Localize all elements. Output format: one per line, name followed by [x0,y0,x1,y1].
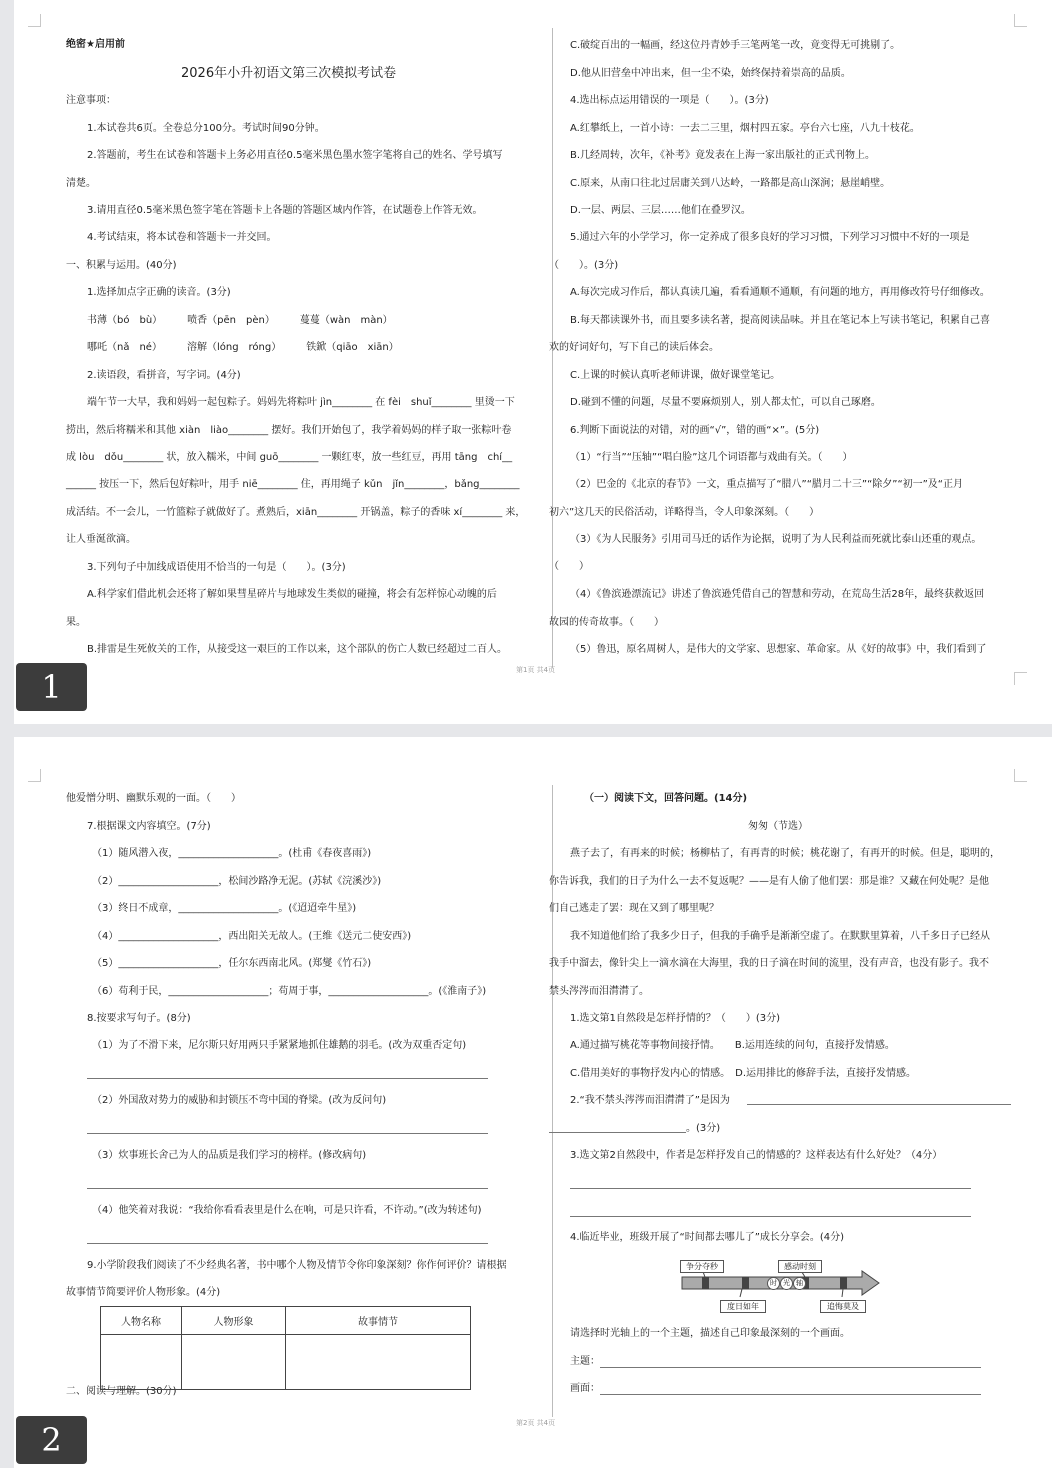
page-number: 第1页 共4页 [516,666,556,674]
text-line: 3.请用直径0.5毫米黑色签字笔在答题卡上各题的答题区域内作答，在试题卷上作答无效。 [87,205,483,216]
text-line: 2026年小升初语文第三次模拟考试卷 [181,66,397,81]
text-line: 2.读语段，看拼音，写字词。(4分) [87,370,241,381]
text-line: （4）他笑着对我说：“我给你看看表里是什么在响，可是只许看，不许动。”(改为转述句) [92,1205,482,1216]
page-badge-1: 1 [16,663,87,711]
text-line: C.原来，从南口往北过居庸关到八达岭，一路都是高山深涧；悬崖峭壁。 [570,178,891,189]
page-badge-2: 2 [16,1416,87,1464]
character-evaluation-table [100,1306,471,1390]
text-line: 2.“我不禁头涔涔而泪潸潸了”是因为 [570,1095,730,1106]
text-line: 1.选择加点字正确的读音。(3分) [87,287,231,298]
answer-line[interactable] [570,1216,971,1217]
text-line: 故园的传奇故事。（ ） [549,617,664,628]
timeline-label: 追悔莫及 [820,1300,866,1313]
text-line: D.一层、两层、三层……他们在叠罗汉。 [570,205,751,216]
text-line: （3）炊事班长舍己为人的品质是我们学习的榜样。(修改病句) [92,1150,367,1161]
text-line: 7.根据课文内容填空。(7分) [87,821,211,832]
text-line: 书薄（bó bù） 喷香（pēn pèn） 蔓蔓（wàn màn） [87,315,393,326]
text-line: 燕子去了，有再来的时候；杨柳枯了，有再青的时候；桃花谢了，有再开的时候。但是，聪明的， [570,848,1000,859]
text-line: （1）随风潜入夜，____________________。(杜甫《春夜喜雨》) [92,848,372,859]
crop-mark [28,769,41,782]
answer-line[interactable] [87,1078,488,1079]
answer-line[interactable] [87,1133,488,1134]
text-line: （一）阅读下文，回答问题。(14分) [584,793,748,804]
text-line: C.破绽百出的一幅画，经这位丹青妙手三笔两笔一改，竟变得无可挑剔了。 [570,40,901,51]
crop-mark [1014,672,1027,685]
answer-line[interactable] [87,1188,488,1189]
text-line: 端午节一大早，我和妈妈一起包粽子。妈妈先将粽叶 jìn________ 在 fèi shuǐ________ 里烫一下 [87,397,515,408]
text-line: 禁头涔涔而泪潸潸了。 [549,986,649,997]
timeline-char: 轴 [793,1277,806,1290]
text-line: 画面： [570,1383,600,1394]
text-line: 他爱憎分明、幽默乐观的一面。（ ） [66,793,241,804]
text-line: 我不知道他们给了我多少日子，但我的手确乎是渐渐空虚了。在默默里算着，八千多日子已经从 [570,931,990,942]
text-line: D.碰到不懂的问题，尽量不要麻烦别人，别人都太忙，可以自己琢磨。 [570,397,881,408]
exam-page-1 [14,0,1052,724]
table-cell[interactable] [182,1335,286,1390]
text-line: 们自己逃走了罢：现在又到了哪里呢？ [549,903,719,914]
text-line: 成 lòu dǒu________ 状，放入糯米，中间 guō________ 一颗红枣，放一些红豆，再用 tāng chí__ [66,452,513,463]
text-line: 绝密★启用前 [66,39,125,50]
table-header: 人物形象 [182,1307,286,1335]
text-line: （ ）。(3分) [549,260,619,271]
text-line: 欢的好词好句，写下自己的读后体会。 [549,342,719,353]
text-line: （2）____________________，松间沙路净无泥。(苏轼《浣溪沙》) [92,876,382,887]
text-line: 。(3分) [686,1123,721,1134]
timeline-diagram [680,1257,880,1317]
text-line: 我手中溜去，像针尖上一滴水滴在大海里，我的日子滴在时间的流里，没有声音，也没有影子。我不 [549,958,989,969]
text-line: 1.本试卷共6页。全卷总分100分。考试时间90分钟。 [87,123,325,134]
text-line: （2）外国敌对势力的威胁和封锁压不弯中国的脊梁。(改为反问句) [92,1095,387,1106]
timeline-label: 感动时刻 [778,1260,822,1273]
text-line: 5.通过六年的小学学习，你一定养成了很多良好的学习习惯，下列学习习惯中不好的一项是 [570,232,970,243]
text-line: 初六”这几天的民俗活动，详略得当，令人印象深刻。（ ） [549,507,820,518]
timeline-label: 度日如年 [720,1300,766,1313]
text-line: 让人垂涎欲滴。 [66,534,136,545]
answer-line[interactable] [747,1104,1011,1105]
text-line: 请选择时光轴上的一个主题，描述自己印象最深刻的一个画面。 [570,1328,850,1339]
text-line: （6）苟利于民，____________________；苟周于事，____________________。(《淮南子》) [92,986,487,997]
text-line: 成活结。不一会儿，一竹篮粽子就做好了。煮熟后，xiān________ 开锅盖，粽子的香味 xí________ 来， [66,507,526,518]
text-line: A.科学家们借此机会还将了解如果彗星碎片与地球发生类似的碰撞，将会有怎样惊心动魄的后 [87,589,497,600]
text-line: B.排雷是生死攸关的工作，从接受这一艰巨的工作以来，这个部队的伤亡人数已经超过二百人。 [87,644,508,655]
crop-mark [1014,769,1027,782]
text-line: 3.选文第2自然段中，作者是怎样抒发自己的情感的？这样表达有什么好处？（4分） [570,1150,943,1161]
text-line: A.通过描写桃花等事物间接抒情。 B.运用连续的问句，直接抒发情感。 [570,1040,895,1051]
table-header: 故事情节 [286,1307,471,1335]
text-line: 1.选文第1自然段是怎样抒情的？（ ）(3分) [570,1013,781,1024]
text-line: 捞出，然后将糯米和其他 xiàn liào________ 摆好。我们开始包了，我学着妈妈的样子取一张粽叶卷 [66,425,512,436]
text-line: 匆匆（节选） [748,821,808,832]
text-line: A.红攀纸上，一首小诗：一去二三里，烟村四五家。亭台六七座，八九十枝花。 [570,123,920,134]
text-line: 9.小学阶段我们阅读了不少经典名著，书中哪个人物及情节令你印象深刻？你作何评价？请根据 [87,1260,507,1271]
exam-page-2 [14,737,1052,1468]
text-line: （2）巴金的《北京的春节》一文，重点描写了“腊八”“腊月二十三”“除夕”“初一”及“正月 [570,479,963,490]
text-line: 2.答题前，考生在试卷和答题卡上务必用直径0.5毫米黑色墨水签字笔将自己的姓名、学号填写 [87,150,503,161]
text-line: 主题： [570,1356,600,1367]
timeline-label: 争分夺秒 [680,1260,724,1273]
text-line: 注意事项： [66,95,116,106]
text-line: ______ 按压一下，然后包好粽叶，用手 niē________ 住，再用绳子 kǔn jǐn________，bǎng________ [66,479,520,490]
text-line: （1）“行当”“压轴”“唱白脸”这几个词语都与戏曲有关。（ ） [570,452,853,463]
text-line: 6.判断下面说法的对错，对的画“√”，错的画“×”。(5分) [570,425,820,436]
text-line: 4.选出标点运用错误的一项是（ ）。(3分) [570,95,769,106]
text-line: B.每天都读课外书，而且要多读名著，提高阅读品味。并且在笔记本上写读书笔记，积累自己喜 [570,315,991,326]
text-line: 8.按要求写句子。(8分) [87,1013,191,1024]
text-line: （1）为了不滑下来，尼尔斯只好用两只手紧紧地抓住雄鹅的羽毛。(改为双重否定句) [92,1040,467,1051]
text-line: （3）《为人民服务》引用司马迁的话作为论据，说明了为人民利益而死就比泰山还重的观点。 [570,534,982,545]
text-line: 故事情节简要评价人物形象。(4分) [66,1287,221,1298]
answer-line[interactable] [549,1132,686,1133]
answer-line[interactable] [600,1367,981,1368]
timeline-char: 光 [780,1277,793,1290]
text-line: （ ） [549,561,589,572]
answer-line[interactable] [87,1243,488,1244]
text-line: C.借用美好的事物抒发内心的情感。 D.运用排比的修辞手法，直接抒发情感。 [570,1068,917,1079]
text-line: （4）《鲁滨逊漂流记》讲述了鲁滨逊凭借自己的智慧和劳动，在荒岛生活28年，最终获救返回 [570,589,985,600]
answer-line[interactable] [600,1394,981,1395]
text-line: 4.考试结束，将本试卷和答题卡一并交回。 [87,232,277,243]
text-line: （4）____________________，西出阳关无故人。(王维《送元二使安西》) [92,931,412,942]
text-line: C.上课的时候认真听老师讲课，做好课堂笔记。 [570,370,781,381]
text-line: （5）____________________，任尔东西南北风。(郑燮《竹石》) [92,958,372,969]
text-line: D.他从旧营垒中冲出来，但一尘不染，始终保持着崇高的品质。 [570,68,851,79]
text-line: 3.下列句子中加线成语使用不恰当的一句是（ ）。(3分) [87,562,346,573]
text-line: 清楚。 [66,178,96,189]
table-header: 人物名称 [101,1307,182,1335]
answer-line[interactable] [570,1188,971,1189]
text-line: 果。 [66,617,86,628]
text-line: （3）终日不成章，____________________。(《迢迢牵牛星》) [92,903,357,914]
crop-mark [28,14,41,27]
text-line: 一、积累与运用。(40分) [66,260,177,271]
text-line: A.每次完成习作后，都认真读几遍，看看通顺不通顺，有问题的地方，再用修改符号仔细修改。 [570,287,990,298]
table-cell[interactable] [286,1335,471,1390]
text-line: 哪吒（nǎ né） 溶解（lóng róng） 铁鍁（qiāo xiān） [87,342,399,353]
text-line: 你告诉我，我们的日子为什么一去不复返呢？——是有人偷了他们罢：那是谁？又藏在何处呢？是他 [549,876,989,887]
text-line: （5）鲁迅，原名周树人，是伟大的文学家、思想家、革命家。从《好的故事》中，我们看到了 [570,644,987,655]
text-line: B.几经周转，次年，《补考》竟发表在上海一家出版社的正式刊物上。 [570,150,876,161]
page-number: 第2页 共4页 [516,1419,556,1427]
text-line: 二、阅读与理解。(30分) [66,1386,177,1397]
text-line: 4.临近毕业，班级开展了“时间都去哪儿了”成长分享会。(4分) [570,1232,845,1243]
table-cell[interactable] [101,1335,182,1390]
crop-mark [1014,14,1027,27]
timeline-char: 时 [767,1277,780,1290]
